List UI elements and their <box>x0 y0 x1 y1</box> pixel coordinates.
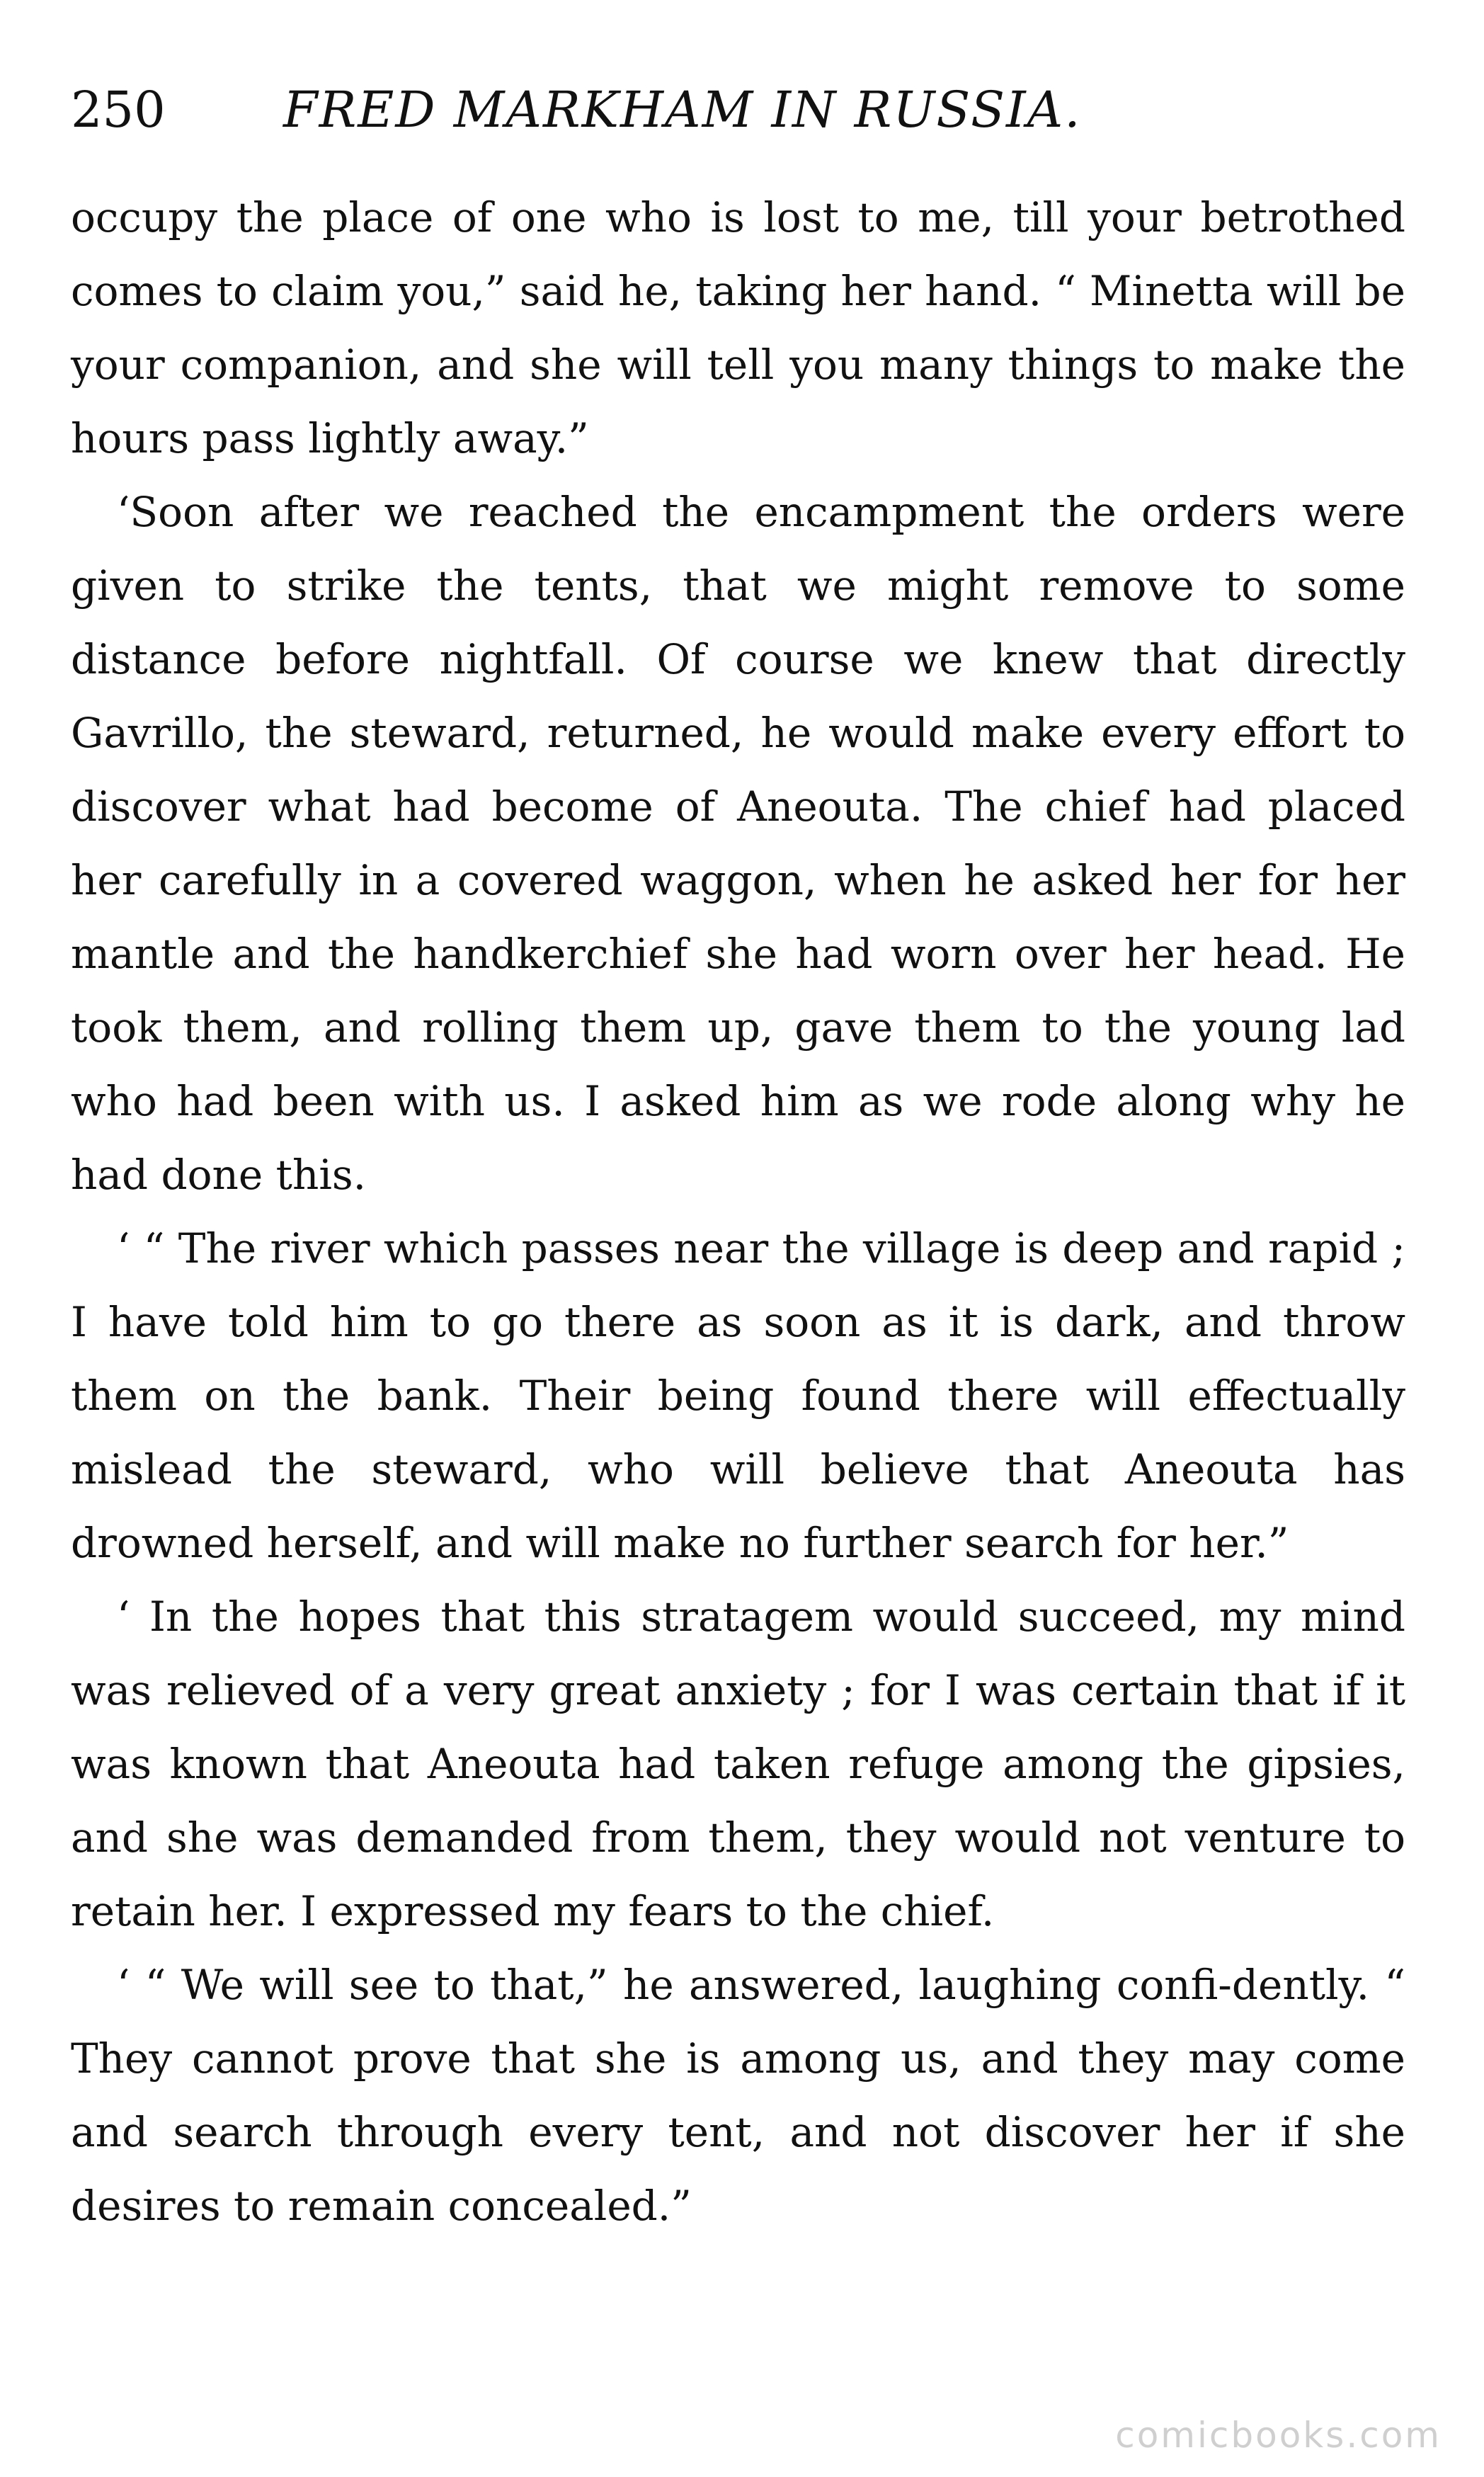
paragraph: ‘ In the hopes that this stratagem would succeed, my mind was relieved of a very great anxiety ; for I was certain that if it was known that Aneouta had taken refuge among the gipsies, and she was demanded from them, they would not venture to retain her. I expressed my fears to the chief. <box>71 1593 1405 1935</box>
paragraph: ‘Soon after we reached the encampment the orders were given to strike the tents, that we might remove to some distance before nightfall. Of course we knew that directly Gavrillo, the steward, returned, he would make every effort to discover what had become of Aneouta. The chief had placed her carefully in a covered waggon, when he asked her for her mantle and the handkerchief she had worn over her head. He took them, and rolling them up, gave them to the young lad who had been with us. I asked him as we rode along why he had done this. <box>71 488 1405 1199</box>
paragraph: ‘ “ The river which passes near the village is deep and rapid ; I have told him to go there as soon as it is dark, and throw them on the bank. Their being found there will effectually mislead the steward, who will believe that Aneouta has drowned herself, and will make no further search for her.” <box>71 1224 1405 1567</box>
watermark: comicbooks.com <box>1115 2415 1442 2456</box>
page-header <box>71 71 1405 149</box>
page-number: 250 <box>71 81 166 139</box>
paragraph: ‘ “ We will see to that,” he answered, laughing confi-dently. “ They cannot prove that she is among us, and they may come and search through every tent, and not discover her if she desires to remain concealed.” <box>71 1961 1405 2230</box>
book-page <box>71 0 1405 2477</box>
paragraph-continuation: occupy the place of one who is lost to me, till your betrothed comes to claim you,” said he, taking her hand. “ Minetta will be your companion, and she will tell you many things to make the hours pass lightly away.” <box>71 193 1405 462</box>
body-text <box>71 181 1405 2243</box>
running-title: FRED MARKHAM IN RUSSIA. <box>283 81 1082 139</box>
